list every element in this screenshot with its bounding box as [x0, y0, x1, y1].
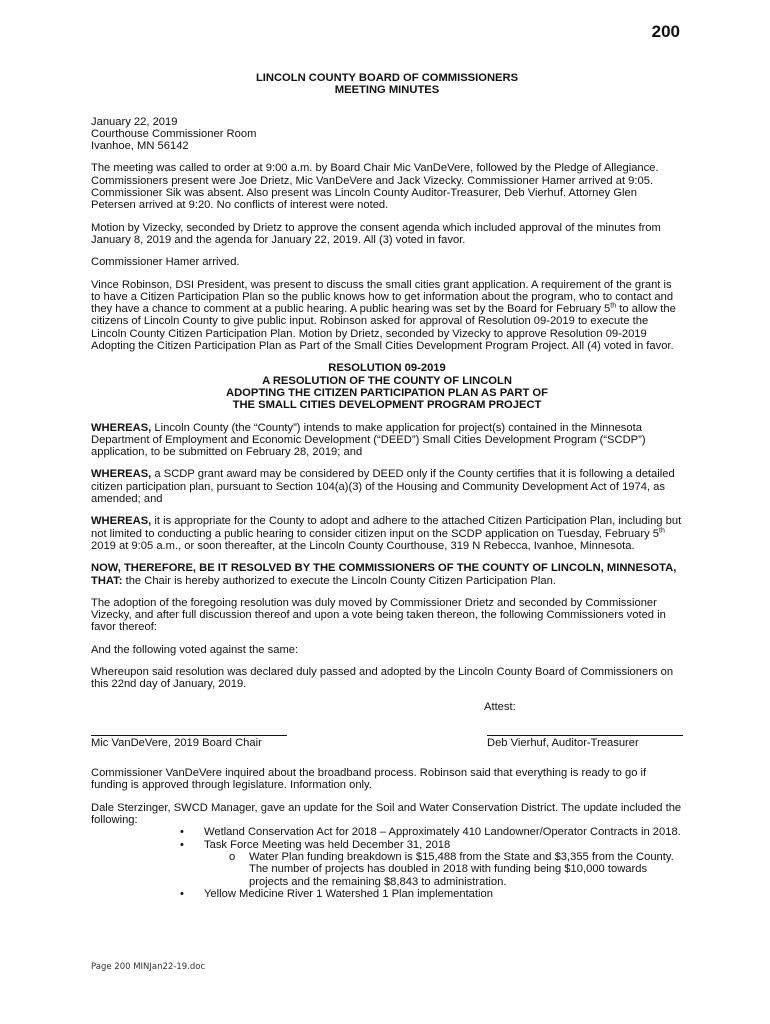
- broadband-paragraph: Commissioner VanDeVere inquired about the broadband process. Robinson said that everything is ready to go if funding is approved through legislature. Information only.: [91, 767, 647, 792]
- robinson-paragraph: [91, 279, 683, 353]
- robinson-text-2: to allow the citizens of Lincoln County to give public input. Robinson asked for approval of Resolution 09-2019 to execute the Lincoln County Citizen Participation Plan. Motion by Drietz, seconded by Vizecky to approve Resolution 09-2019 Adopting the Citizen Participation Plan as Part of the Small Cities Development Program Project. All (4) voted in favor.: [91, 303, 676, 353]
- list-item: [91, 826, 683, 838]
- resolution-title-4: THE SMALL CITIES DEVELOPMENT PROGRAM PROJECT: [232, 399, 542, 412]
- whereas-label: WHEREAS,: [91, 421, 152, 434]
- whereas-label: WHEREAS,: [91, 468, 152, 481]
- robinson-superscript: th: [610, 302, 617, 310]
- document-title: [91, 72, 683, 97]
- whereas-text-1: Lincoln County (the “County”) intends to make application for project(s) contained in the Minnesota Department of Employment and Economic Development (“DEED”) Small Cities Development Program (“SCDP”) application, to be submitted on February 28, 2019; and: [91, 421, 646, 459]
- bullet-icon: •: [180, 887, 184, 900]
- swcd-sublist: [204, 851, 683, 888]
- list-item-text: Wetland Conservation Act for 2018 – Approximately 410 Landowner/Operator Contracts in 2018.: [204, 826, 681, 839]
- against-paragraph: And the following voted against the same:: [91, 643, 299, 656]
- title-line-2: MEETING MINUTES: [334, 84, 440, 97]
- whereas-label: WHEREAS,: [91, 515, 152, 528]
- sub-list-item-text: Water Plan funding breakdown is $15,488 from the State and $3,355 from the County. The number of projects has doubled in 2018 with funding being $10,000 towards projects and the remaining $8,843 to administration.: [249, 850, 674, 888]
- resolved-text: the Chair is hereby authorized to execute the Lincoln County Citizen Participation Plan.: [122, 574, 556, 587]
- page-number: 200: [651, 22, 680, 41]
- call-to-order-paragraph: The meeting was called to order at 9:00 a.m. by Board Chair Mic VanDeVere, followed by the Pledge of Allegiance. Commissioners present were Joe Drietz, Mic VanDeVere and Jack Vizecky. Commissioner Hamer arrived at 9:05. Commissioner Sik was absent. Also present was Lincoln County Auditor-Treasurer, Deb Vierhuf. Attorney Glen Petersen arrived at 9:20. No conflicts of interest were noted.: [91, 162, 659, 212]
- whereas-text-3b: 2019 at 9:05 a.m., or soon thereafter, at the Lincoln County Courthouse, 319 N Rebecca, Ivanhoe, Minnesota.: [91, 539, 635, 552]
- resolution-title-2: A RESOLUTION OF THE COUNTY OF LINCOLN: [262, 374, 512, 387]
- whereas-clause-3: [91, 515, 683, 552]
- swcd-list: [91, 826, 683, 900]
- list-item: [91, 888, 683, 900]
- swcd-intro: Dale Sterzinger, SWCD Manager, gave an update for the Soil and Water Conservation District. The update included the following:: [91, 801, 682, 827]
- whereupon-paragraph: Whereupon said resolution was declared duly passed and adopted by the Lincoln County Board of Commissioners on this 22nd day of January, 2019.: [91, 665, 674, 691]
- resolved-clause: [91, 562, 683, 587]
- robinson-text-1: Vince Robinson, DSI President, was present to discuss the small cities grant application. A requirement of the grant is to have a Citizen Participation Plan so the public knows how to get information about the program, who to contact and they have a chance to comment at a public hearing. A public hearing was set by the Board for February 5: [91, 278, 674, 316]
- meeting-city: Ivanhoe, MN 56142: [91, 140, 189, 153]
- whereas-clause-1: [91, 422, 683, 459]
- signature-chair: Mic VanDeVere, 2019 Board Chair: [91, 735, 287, 749]
- consent-motion-paragraph: Motion by Vizecky, seconded by Drietz to approve the consent agenda which included approval of the minutes from January 8, 2019 and the agenda for January 22, 2019. All (3) voted in favor.: [91, 221, 661, 246]
- list-item-text: Yellow Medicine River 1 Watershed 1 Plan implementation: [204, 887, 493, 900]
- whereas-text-2: a SCDP grant award may be considered by DEED only if the County certifies that it is following a detailed citizen participation plan, pursuant to Section 104(a)(3) of the Housing and Community Development Act of 1974, as amended; and: [91, 468, 675, 506]
- resolution-title: [91, 362, 683, 411]
- resolved-label: NOW, THEREFORE, BE IT RESOLVED BY THE COMMISSIONERS OF THE COUNTY OF LINCOLN, MINNESOTA, THAT:: [91, 562, 677, 587]
- list-item-text: Task Force Meeting was held December 31, 2018: [204, 838, 451, 851]
- signature-auditor: Deb Vierhuf, Auditor-Treasurer: [487, 735, 683, 749]
- whereas-text-3a: it is appropriate for the County to adopt and adhere to the attached Citizen Participation Plan, including but not limited to conducting a public hearing to consider citizen input on the SCDP application on Tuesday, February 5: [91, 515, 682, 540]
- whereas-superscript: th: [659, 526, 665, 534]
- resolution-title-1: RESOLUTION 09-2019: [328, 362, 446, 375]
- meeting-date: January 22, 2019: [91, 115, 178, 128]
- title-line-1: LINCOLN COUNTY BOARD OF COMMISSIONERS: [255, 72, 519, 84]
- minutes-body: [91, 72, 683, 900]
- whereas-clause-2: [91, 468, 683, 505]
- resolution-title-3: ADOPTING THE CITIZEN PARTICIPATION PLAN AS PART OF: [226, 386, 548, 399]
- signature-row: [91, 735, 683, 749]
- bullet-icon: •: [180, 826, 184, 839]
- meeting-location: Courthouse Commissioner Room: [91, 127, 257, 140]
- page-footer: Page 200 MINJan22-19.doc: [91, 962, 206, 972]
- attest-label: Attest:: [484, 700, 516, 713]
- adoption-paragraph: The adoption of the foregoing resolution was duly moved by Commissioner Drietz and seconded by Commissioner Vizecky, and after full discussion thereof and upon a vote being taken thereon, the following Commissioners voted in favor thereof:: [91, 596, 666, 634]
- hamer-arrived-paragraph: Commissioner Hamer arrived.: [91, 256, 240, 269]
- sub-list-item: [204, 851, 683, 888]
- bullet-icon: •: [180, 838, 184, 851]
- sub-bullet-icon: o: [229, 850, 236, 863]
- meeting-info: [91, 116, 683, 153]
- list-item: [91, 839, 683, 888]
